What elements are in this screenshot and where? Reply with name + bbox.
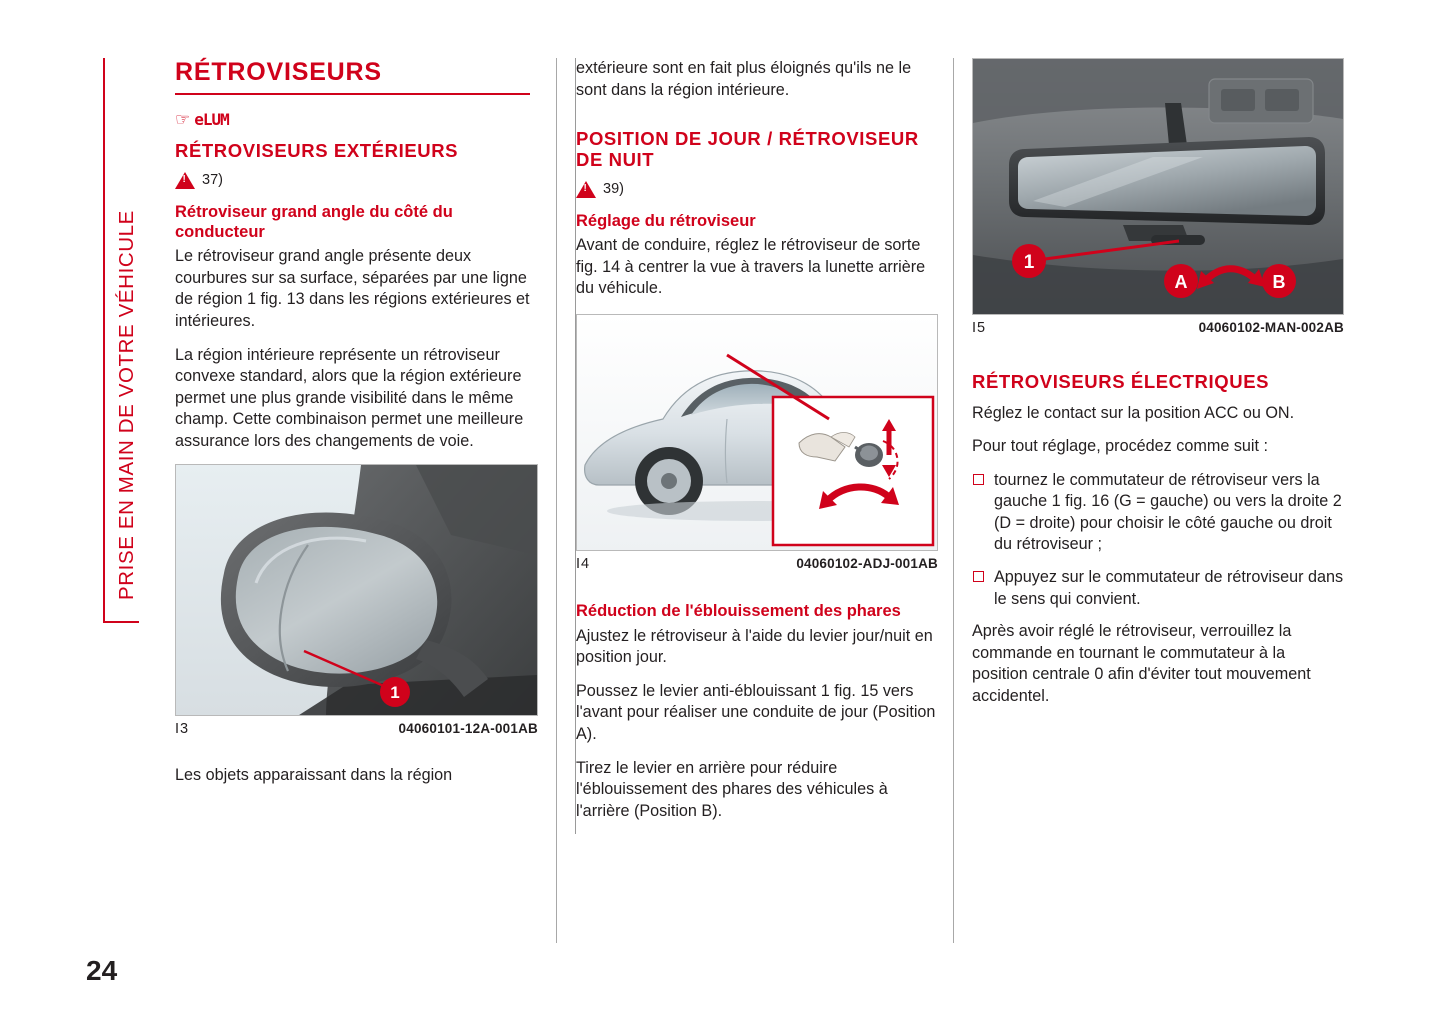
figure-13-caption — [175, 721, 538, 737]
paragraph-continued: extérieure sont en fait plus éloignés qu'ils ne le sont dans la région intérieure. — [576, 59, 912, 99]
figure-15-number: I5 — [972, 320, 987, 336]
heading-exterior-mirrors: RÉTROVISEURS EXTÉRIEURS — [175, 140, 459, 161]
subheading-glare-reduction: Réduction de l'éblouissement des phares — [576, 601, 901, 620]
figure-14-image — [576, 314, 938, 551]
list-item: tournez le commutateur de rétroviseur vers la gauche 1 fig. 16 (G = gauche) ou vers la droite 2 (D = droite) pour choisir le côté gauche ou droit du rétroviseur ; — [972, 470, 1344, 556]
figure-15-callout-1: 1 — [1023, 252, 1035, 273]
paragraph-column1-footer: Les objets apparaissant dans la région — [175, 766, 453, 785]
list-item: Appuyez sur le commutateur de rétroviseur dans le sens qui convient. — [972, 567, 1344, 610]
pointing-hand-icon: ☞ — [175, 109, 191, 129]
rearview-mirror-illustration — [973, 59, 1343, 315]
figure-13-code: 04060101-12A-001AB — [398, 721, 538, 737]
column-divider-2 — [953, 58, 954, 943]
warning-reference-37 — [175, 172, 538, 189]
figure-15-image — [972, 58, 1344, 315]
section-tab-label: PRISE EN MAIN DE VOTRE VÉHICULE — [115, 210, 138, 600]
column-two — [575, 58, 938, 834]
electric-mirror-steps — [972, 470, 1344, 610]
figure-15-code: 04060102-MAN-002AB — [1198, 320, 1344, 335]
warning-reference-number: 39) — [603, 181, 624, 198]
paragraph-glare-1: Ajustez le rétroviseur à l'aide du levier jour/nuit en position jour. — [576, 626, 933, 667]
figure-15-caption — [972, 320, 1344, 336]
figure-15-callout-a: A — [1174, 272, 1188, 292]
warning-reference-number: 37) — [202, 172, 223, 189]
figure-14-number: I4 — [576, 555, 591, 572]
subheading-mirror-adjustment: Réglage du rétroviseur — [576, 211, 756, 230]
warning-triangle-icon — [175, 172, 195, 189]
vehicle-mirror-adjust-illustration — [577, 315, 938, 551]
column-one — [175, 58, 538, 799]
heading-day-night-mirror: POSITION DE JOUR / RÉTROVISEUR DE NUIT — [576, 128, 919, 170]
section-tab — [103, 58, 139, 623]
warning-triangle-icon — [576, 181, 596, 198]
paragraph-electric-2: Pour tout réglage, procédez comme suit : — [972, 437, 1269, 456]
subheading-wide-angle-mirror: Rétroviseur grand angle du côté du conducteur — [175, 202, 453, 241]
page-title: RÉTROVISEURS — [175, 58, 530, 95]
paragraph-glare-2: Poussez le levier anti-éblouissant 1 fig. 15 vers l'avant pour réaliser une conduite de jour (Position A). — [576, 681, 936, 743]
paragraph-mirror-adjustment: Avant de conduire, réglez le rétroviseur de sorte fig. 14 à centrer la vue à travers la lunette arrière du véhicule. — [576, 236, 926, 298]
figure-13-number: I3 — [175, 721, 190, 738]
warning-reference-39 — [576, 181, 938, 198]
paragraph-glare-3: Tirez le levier en arrière pour réduire l'éblouissement des phares des véhicules à l'arrière (Position B). — [576, 758, 888, 820]
exterior-mirror-illustration — [176, 465, 537, 716]
paragraph-electric-3: Après avoir réglé le rétroviseur, verrouillez la commande en tournant le commutateur à la position centrale 0 afin d'éviter tout mouvement accidentel. — [972, 622, 1311, 705]
page-number: 24 — [86, 955, 118, 986]
heading-electric-mirrors: RÉTROVISEURS ÉLECTRIQUES — [972, 371, 1270, 392]
figure-15 — [972, 58, 1344, 336]
paragraph-wide-angle-1: Le rétroviseur grand angle présente deux courbures sur sa surface, séparées par une ligne de région 1 fig. 13 dans les régions extérieures et intérieures. — [175, 247, 530, 330]
figure-14-code: 04060102-ADJ-001AB — [796, 555, 938, 571]
elum-code-label: eLUM — [194, 109, 229, 129]
paragraph-electric-1: Réglez le contact sur la position ACC ou ON. — [972, 403, 1295, 422]
figure-14 — [576, 314, 938, 572]
figure-14-caption — [576, 556, 938, 572]
figure-13-image — [175, 464, 538, 716]
paragraph-wide-angle-2: La région intérieure représente un rétroviseur convexe standard, alors que la région extérieure permet une plus grande visibilité dans le même champ. Cette combinaison permet une meilleure assurance lors des changements de voie. — [175, 345, 524, 450]
symbol-row — [175, 109, 538, 129]
column-three — [972, 58, 1344, 719]
figure-13-callout-1: 1 — [390, 683, 400, 703]
column-divider-1 — [556, 58, 557, 943]
figure-15-callout-b: B — [1272, 272, 1286, 292]
figure-13 — [175, 464, 538, 737]
